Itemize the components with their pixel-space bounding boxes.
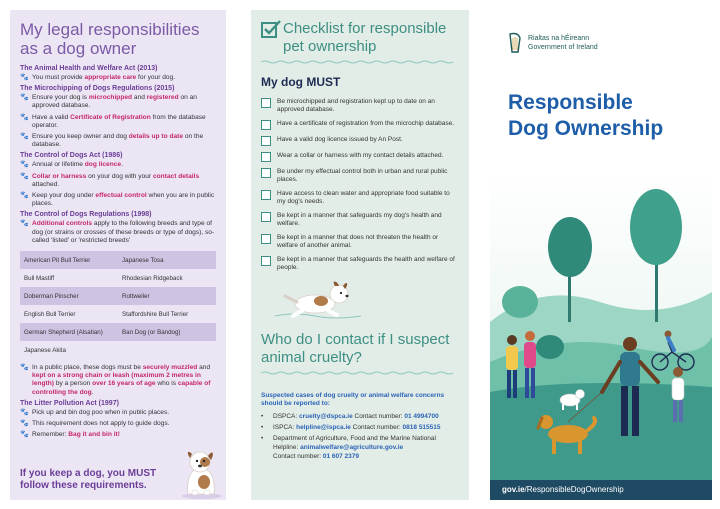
paw-icon: 🐾 [20, 220, 29, 228]
paw-icon: 🐾 [20, 420, 29, 428]
breed-cell: Japanese Akita [20, 341, 118, 359]
list-item: 🐾 Keep your dog under effectual control when you are in public places. [20, 192, 215, 208]
checklist-item: Be under my effectual control both in urban and rural public places. [261, 168, 459, 184]
checkbox[interactable] [261, 234, 271, 244]
paw-icon: 🐾 [20, 74, 29, 81]
table-row [20, 287, 216, 305]
phone-number: 0818 515515 [402, 424, 441, 431]
email-link[interactable]: helpline@ispca.ie [296, 424, 351, 431]
act-heading: The Microchipping of Dogs Regulations (2015) [20, 85, 175, 93]
contact-title: Who do I contact if I suspect animal cruelty? [261, 331, 450, 366]
checkbox[interactable] [261, 120, 271, 130]
list-item: 🐾 Additional controls apply to the following breeds and type of dog (or strains or crosses of these breeds or type of dogs), so-called 'listed' or 'restricted breeds' [20, 220, 215, 244]
table-row [20, 305, 216, 323]
cover-title: Responsible Dog Ownership [508, 91, 664, 140]
legal-responsibilities-panel [10, 10, 226, 500]
report-instructions: Suspected cases of dog cruelty or animal welfare concerns should be reported to: [261, 392, 445, 407]
panel1-title: My legal responsibilities as a dog owner [20, 20, 200, 58]
breed-cell: German Shepherd (Alsatian) [20, 323, 118, 341]
bullet-icon: • [261, 413, 264, 420]
list-item: 🐾 Annual or lifetime dog licence. [20, 161, 123, 169]
bullet-icon: • [261, 424, 264, 431]
footer-url[interactable]: gov.ie/ResponsibleDogOwnership [490, 480, 712, 500]
checkbox[interactable] [261, 168, 271, 178]
list-item: 🐾 Have a valid Certificate of Registration from the database operator. [20, 113, 206, 129]
email-link[interactable]: animalwelfare@agriculture.gov.ie [300, 444, 404, 451]
list-item: 🐾 In a public place, these dogs must be securely muzzled and kept on a strong chain or leash (maximum 2 metres in length) by a person over 16 years of age who is capable of controlling the dog. [20, 364, 211, 396]
checklist-subtitle: My dog MUST [261, 75, 341, 89]
checklist-item: Be microchipped and registration kept up to date on an approved database. [261, 98, 459, 114]
paw-icon: 🐾 [20, 431, 29, 439]
list-item: 🐾 Ensure you keep owner and dog details up to date on the database. [20, 133, 204, 149]
paw-icon: 🐾 [20, 172, 29, 180]
table-row [20, 251, 216, 269]
phone-number: 01 607 2379 [322, 453, 360, 460]
gov-name-english: Government of Ireland [528, 44, 598, 51]
panel2-title: Checklist for responsible pet ownership [283, 20, 447, 55]
breed-cell: Ban Dog (or Bandog) [118, 323, 216, 341]
gov-name-irish: Rialtas na hÉireann [528, 35, 590, 42]
breed-cell: Rottweiler [118, 287, 216, 305]
act-heading: The Litter Pollution Act (1997) [20, 399, 119, 407]
list-item: 🐾 Collar or harness on your dog with your contact details attached. [20, 172, 200, 188]
table-row [20, 323, 216, 341]
contact-item: • DSPCA: cruelty@dspca.ie Contact number: 01 4994700 [261, 413, 439, 420]
breed-cell: Japanese Tosa [118, 251, 216, 269]
checklist-item: Have access to clean water and appropriate food suitable to my dog's needs. [261, 190, 459, 206]
contact-item: • Department of Agriculture, Food and the Marine National Helpline: animalwelfare@agriculture.gov.ie Contact number: 01 607 2379 [261, 435, 436, 460]
act-heading: The Control of Dogs Act (1986) [20, 152, 123, 160]
government-logo [508, 32, 598, 54]
harp-icon [508, 32, 522, 54]
paw-icon: 🐾 [20, 94, 29, 102]
wavy-divider [261, 371, 457, 375]
breed-cell [118, 341, 216, 359]
list-item: 🐾 You must provide appropriate care for your dog. [20, 74, 176, 81]
paw-icon: 🐾 [20, 133, 29, 141]
checklist-item: Be kept in a manner that does not threaten the health or welfare of another animal. [261, 234, 459, 250]
checklist-item: Wear a collar or harness with my contact details attached. [261, 152, 459, 162]
table-row [20, 341, 216, 359]
checklist-item: Have a certificate of registration from the microchip database. [261, 120, 459, 130]
act-heading: The Control of Dogs Regulations (1998) [20, 211, 152, 219]
breed-cell: Rhodesian Ridgeback [118, 269, 216, 287]
checkbox[interactable] [261, 98, 271, 108]
checklist-item: Be kept in a manner that safeguards my dog's health and welfare. [261, 212, 459, 228]
list-item: 🐾 This requirement does not apply to guide dogs. [20, 420, 170, 428]
list-item: 🐾 Pick up and bin dog poo when in public places. [20, 408, 170, 416]
park-scene-illustration [490, 172, 712, 480]
breed-cell: American Pit Bull Terrier [20, 251, 118, 269]
paw-icon: 🐾 [20, 113, 29, 121]
sitting-dog-illustration [178, 448, 224, 500]
checkbox-tick-icon [261, 20, 283, 43]
table-row [20, 269, 216, 287]
paw-icon: 🐾 [20, 364, 29, 372]
must-statement: If you keep a dog, you MUST follow these requirements. [20, 468, 157, 491]
wavy-divider [261, 60, 457, 64]
restricted-breeds-table [20, 251, 216, 359]
checkbox[interactable] [261, 256, 271, 266]
running-dog-illustration [275, 280, 361, 320]
checkbox[interactable] [261, 136, 271, 146]
checklist-panel [251, 10, 469, 500]
checkbox[interactable] [261, 152, 271, 162]
paw-icon: 🐾 [20, 161, 29, 169]
list-item: 🐾 Remember: Bag it and bin it! [20, 431, 120, 439]
paw-icon: 🐾 [20, 408, 29, 416]
phone-number: 01 4994700 [404, 413, 439, 420]
contact-item: • ISPCA: helpline@ispca.ie Contact number: 0818 515515 [261, 424, 441, 431]
checklist-item: Have a valid dog licence issued by An Post. [261, 136, 459, 146]
checkbox[interactable] [261, 212, 271, 222]
breed-cell: Staffordshire Bull Terrier [118, 305, 216, 323]
paw-icon: 🐾 [20, 192, 29, 200]
breed-cell: English Bull Terrier [20, 305, 118, 323]
breed-cell: Bull Mastiff [20, 269, 118, 287]
bullet-icon: • [261, 435, 264, 442]
checkbox[interactable] [261, 190, 271, 200]
cover-panel [490, 10, 712, 500]
email-link[interactable]: cruelty@dspca.ie [299, 413, 353, 420]
breed-cell: Doberman Pinscher [20, 287, 118, 305]
list-item: 🐾 Ensure your dog is microchipped and registered on an approved database. [20, 94, 197, 110]
act-heading: The Animal Health and Welfare Act (2013) [20, 65, 158, 72]
checklist-item: Be kept in a manner that safeguards the health and welfare of people. [261, 256, 459, 272]
